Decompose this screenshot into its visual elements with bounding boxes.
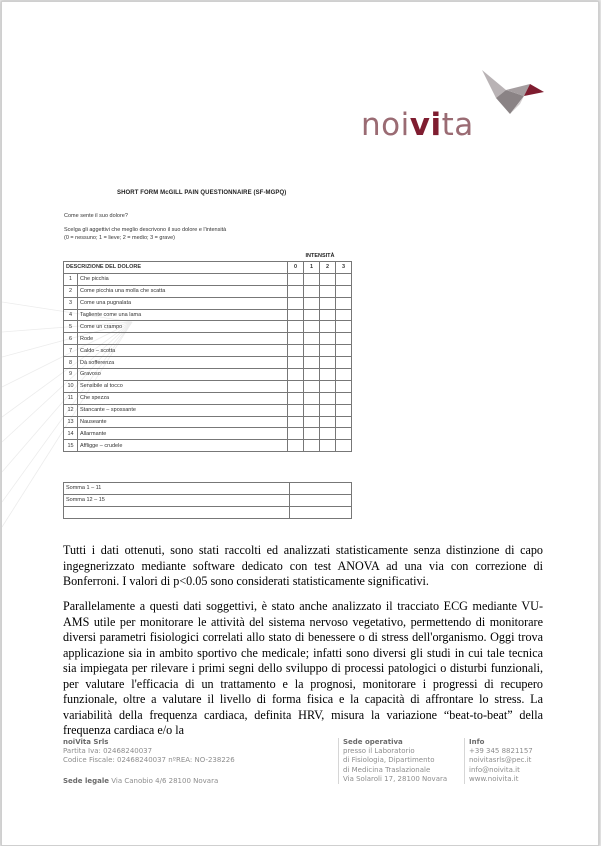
logo-text-post: ta xyxy=(441,107,474,143)
intensity-cell-3[interactable] xyxy=(336,297,352,309)
row-descriptor: Tagliente come una lama xyxy=(78,309,288,321)
table-row xyxy=(64,428,352,440)
company-vat: Partita Iva: 02468240037 xyxy=(63,747,153,756)
row-descriptor: Stancante – spossante xyxy=(78,404,288,416)
intensity-cell-3[interactable] xyxy=(336,309,352,321)
intensity-cell-3[interactable] xyxy=(336,345,352,357)
operative-line-2: di Fisiologia, Dipartimento xyxy=(343,756,435,765)
table-row xyxy=(64,440,352,452)
info-pec: noivitasrls@pec.it xyxy=(469,756,532,765)
row-descriptor: Che picchia xyxy=(78,273,288,285)
intensity-cell-1[interactable] xyxy=(304,321,320,333)
table-row xyxy=(64,297,352,309)
sum-row xyxy=(64,483,352,495)
intensity-cell-1[interactable] xyxy=(304,440,320,452)
intensity-cell-3[interactable] xyxy=(336,380,352,392)
questionnaire-instructions xyxy=(64,226,324,242)
sum-row xyxy=(64,506,352,518)
table-row xyxy=(64,273,352,285)
row-descriptor: Gravoso xyxy=(78,369,288,381)
intensity-cell-2[interactable] xyxy=(320,440,336,452)
intensity-cell-1[interactable] xyxy=(304,369,320,381)
legal-seat-address: Via Canobio 4/6 28100 Novara xyxy=(111,777,219,785)
intensity-cell-0[interactable] xyxy=(288,440,304,452)
intensity-cell-3[interactable] xyxy=(336,428,352,440)
intensity-cell-3[interactable] xyxy=(336,273,352,285)
intensity-cell-1[interactable] xyxy=(304,404,320,416)
intensity-cell-2[interactable] xyxy=(320,321,336,333)
row-number: 10 xyxy=(64,380,78,392)
row-number: 11 xyxy=(64,392,78,404)
intensity-cell-1[interactable] xyxy=(304,345,320,357)
intensity-cell-0[interactable] xyxy=(288,416,304,428)
intensity-cell-3[interactable] xyxy=(336,404,352,416)
intensity-cell-2[interactable] xyxy=(320,273,336,285)
instruction-line-1: Scelga gli aggettivi che meglio descrivono il suo dolore e l'intensità xyxy=(64,227,227,233)
intensity-cell-1[interactable] xyxy=(304,297,320,309)
sum-value-cell[interactable] xyxy=(290,506,352,518)
intensity-cell-0[interactable] xyxy=(288,345,304,357)
row-number: 3 xyxy=(64,297,78,309)
intensity-cell-0[interactable] xyxy=(288,285,304,297)
level-1-header: 1 xyxy=(304,262,320,274)
row-descriptor: Come un crampo xyxy=(78,321,288,333)
legal-seat-label: Sede legale xyxy=(63,777,110,785)
intensity-cell-2[interactable] xyxy=(320,392,336,404)
table-row xyxy=(64,333,352,345)
intensity-cell-2[interactable] xyxy=(320,428,336,440)
row-descriptor: Rode xyxy=(78,333,288,345)
level-0-header: 0 xyxy=(288,262,304,274)
sum-value-cell[interactable] xyxy=(290,494,352,506)
intensity-cell-1[interactable] xyxy=(304,333,320,345)
intensity-cell-3[interactable] xyxy=(336,416,352,428)
intensity-cell-2[interactable] xyxy=(320,416,336,428)
intensity-cell-1[interactable] xyxy=(304,428,320,440)
row-number: 1 xyxy=(64,273,78,285)
intensity-cell-2[interactable] xyxy=(320,369,336,381)
info-website: www.noivita.it xyxy=(469,774,519,783)
sum-row xyxy=(64,494,352,506)
row-descriptor: Come picchia una molla che scatta xyxy=(78,285,288,297)
intensity-cell-3[interactable] xyxy=(336,285,352,297)
table-header-row xyxy=(64,262,352,274)
row-number: 5 xyxy=(64,321,78,333)
intensity-cell-2[interactable] xyxy=(320,309,336,321)
paragraph-statistics: Tutti i dati ottenuti, sono stati raccolti ed analizzati statisticamente senza distinzione di capo ingegnerizzato mediante software dedicato con test ANOVA ad una via con correzione di Bonferroni. I valori di p<0.05 sono considerati statisticamente significativi. xyxy=(63,543,543,588)
footer-legal-seat xyxy=(63,777,218,785)
sum-label xyxy=(64,506,290,518)
row-descriptor: Come una pugnalata xyxy=(78,297,288,309)
table-row xyxy=(64,380,352,392)
questionnaire-question: Come sente il suo dolore? xyxy=(64,213,128,219)
row-number: 14 xyxy=(64,428,78,440)
table-row xyxy=(64,369,352,381)
intensity-cell-1[interactable] xyxy=(304,416,320,428)
sum-label: Somma 12 – 15 xyxy=(64,494,290,506)
intensity-cell-2[interactable] xyxy=(320,285,336,297)
intensity-cell-0[interactable] xyxy=(288,404,304,416)
intensity-label: INTENSITÀ xyxy=(305,253,335,259)
intensity-cell-2[interactable] xyxy=(320,345,336,357)
sum-table xyxy=(63,482,352,519)
info-phone: +39 345 8821157 xyxy=(469,747,533,756)
row-number: 4 xyxy=(64,309,78,321)
sum-label: Somma 1 – 11 xyxy=(64,483,290,495)
logo-text-pre: noi xyxy=(361,107,410,143)
intensity-cell-3[interactable] xyxy=(336,392,352,404)
intensity-cell-1[interactable] xyxy=(304,309,320,321)
row-descriptor: Sensibile al tocco xyxy=(78,380,288,392)
row-number: 2 xyxy=(64,285,78,297)
row-descriptor: Che spezza xyxy=(78,392,288,404)
table-row xyxy=(64,285,352,297)
intensity-cell-0[interactable] xyxy=(288,321,304,333)
operative-line-1: presso il Laboratorio xyxy=(343,747,415,756)
footer-info xyxy=(464,738,533,784)
operative-line-4: Via Solaroli 17, 28100 Novara xyxy=(343,774,448,783)
row-number: 6 xyxy=(64,333,78,345)
brand-logo xyxy=(361,107,474,143)
row-descriptor: Dà sofferenza xyxy=(78,357,288,369)
questionnaire-title: SHORT FORM McGILL PAIN QUESTIONNAIRE (SF-MGPQ) xyxy=(117,190,287,196)
table-row xyxy=(64,416,352,428)
intensity-cell-0[interactable] xyxy=(288,333,304,345)
description-header: DESCRIZIONE DEL DOLORE xyxy=(64,262,288,274)
intensity-cell-0[interactable] xyxy=(288,428,304,440)
footer-operative-seat xyxy=(338,738,447,784)
level-2-header: 2 xyxy=(320,262,336,274)
intensity-cell-3[interactable] xyxy=(336,357,352,369)
intensity-cell-1[interactable] xyxy=(304,357,320,369)
intensity-cell-2[interactable] xyxy=(320,404,336,416)
document-page xyxy=(1,1,599,846)
info-email: info@noivita.it xyxy=(469,765,520,774)
bird-logo-icon xyxy=(480,68,546,116)
row-number: 9 xyxy=(64,369,78,381)
intensity-cell-0[interactable] xyxy=(288,297,304,309)
footer-company xyxy=(63,738,235,766)
table-row xyxy=(64,392,352,404)
sum-value-cell[interactable] xyxy=(290,483,352,495)
intensity-cell-3[interactable] xyxy=(336,440,352,452)
row-number: 13 xyxy=(64,416,78,428)
operative-seat-label: Sede operativa xyxy=(343,738,403,746)
intensity-cell-3[interactable] xyxy=(336,321,352,333)
table-row xyxy=(64,357,352,369)
intensity-cell-2[interactable] xyxy=(320,357,336,369)
intensity-cell-2[interactable] xyxy=(320,333,336,345)
table-row xyxy=(64,321,352,333)
intensity-cell-0[interactable] xyxy=(288,392,304,404)
row-descriptor: Affligge – crudele xyxy=(78,440,288,452)
level-3-header: 3 xyxy=(336,262,352,274)
row-number: 7 xyxy=(64,345,78,357)
table-row xyxy=(64,404,352,416)
intensity-cell-1[interactable] xyxy=(304,392,320,404)
company-name: noiVita Srls xyxy=(63,738,109,746)
logo-text-accent: vi xyxy=(409,107,442,143)
intensity-cell-1[interactable] xyxy=(304,380,320,392)
info-label: Info xyxy=(469,738,485,746)
intensity-cell-0[interactable] xyxy=(288,273,304,285)
operative-line-3: di Medicina Traslazionale xyxy=(343,765,431,774)
intensity-cell-2[interactable] xyxy=(320,297,336,309)
row-descriptor: Caldo – scotta xyxy=(78,345,288,357)
row-descriptor: Allarmante xyxy=(78,428,288,440)
intensity-cell-3[interactable] xyxy=(336,333,352,345)
intensity-cell-0[interactable] xyxy=(288,369,304,381)
table-row xyxy=(64,345,352,357)
company-fiscal: Codice Fiscale: 02468240037 nºREA: NO-238226 xyxy=(63,756,235,765)
instruction-line-2: (0 = nessuno; 1 = lieve; 2 = medio; 3 = grave) xyxy=(64,235,175,241)
intensity-cell-0[interactable] xyxy=(288,380,304,392)
intensity-cell-3[interactable] xyxy=(336,369,352,381)
row-number: 15 xyxy=(64,440,78,452)
intensity-cell-0[interactable] xyxy=(288,309,304,321)
row-descriptor: Nauseante xyxy=(78,416,288,428)
row-number: 12 xyxy=(64,404,78,416)
pain-descriptor-table xyxy=(63,261,352,452)
paragraph-ecg: Parallelamente a questi dati soggettivi, è stato anche analizzato il tracciato ECG mediante VU-AMS utile per monitorare le attività del sistema nervoso vegetativo, permettendo di monitorare diversi parametri fisiologici correlati allo stato di benessere o di stress dell'organismo. Oggi trova applicazione sia in ambito sportivo che medicale; infatti sono diversi gli studi in cui tale tecnica sia impiegata per rilevare i primi segni dello sviluppo di processi patologici o disturbi funzionali, per valutare l'efficacia di un trattamento e la prognosi, monitorare i progressi di recupero funzionale, oltre a valutare il livello di forma fisica e la capacità di affrontare lo stress. La variabilità della frequenza cardiaca, definita HRV, misura la variazione “beat-to-beat” della frequenza cardiaca e/o la xyxy=(63,599,543,737)
intensity-cell-2[interactable] xyxy=(320,380,336,392)
intensity-cell-1[interactable] xyxy=(304,285,320,297)
intensity-cell-0[interactable] xyxy=(288,357,304,369)
intensity-cell-1[interactable] xyxy=(304,273,320,285)
table-row xyxy=(64,309,352,321)
row-number: 8 xyxy=(64,357,78,369)
